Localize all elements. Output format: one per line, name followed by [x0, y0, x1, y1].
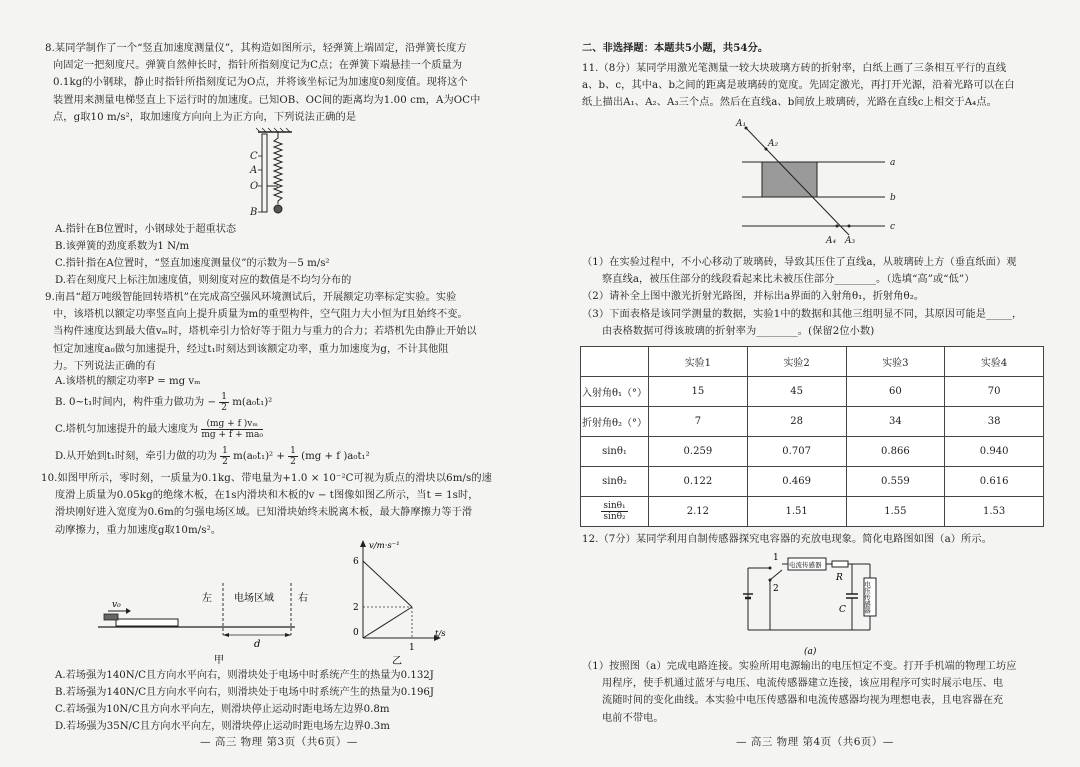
table-header: 实验2: [747, 347, 846, 377]
frac-num: 1: [221, 391, 227, 402]
question-10-stem: [41, 470, 521, 539]
axis-label-t: t/s: [435, 629, 446, 639]
label-a2: A₂: [768, 139, 779, 149]
label-c: C: [250, 151, 258, 162]
label-left: 左: [202, 593, 212, 604]
table-cell: 70: [945, 377, 1044, 407]
table-cell: 0.616: [945, 467, 1044, 497]
label-a1: A₁: [736, 119, 747, 129]
label-a4: A₄: [826, 236, 837, 246]
table-header: 实验3: [846, 347, 945, 377]
frac-den: 2: [222, 456, 228, 467]
caption-jia: 甲: [214, 655, 224, 666]
axis-label-v: v/m·s⁻¹: [369, 541, 400, 551]
q9-option-d-suffix: (mg + f )a₀t₁²: [301, 451, 370, 462]
q9-option-b: [55, 390, 272, 416]
table-cell: 15: [649, 377, 748, 407]
resistor-label: R: [836, 573, 843, 583]
q9-option-c-prefix: C.塔机匀加速提升的最大速度为: [55, 424, 199, 435]
label-a: A: [250, 165, 258, 176]
row-label: [581, 497, 649, 527]
table-row: [581, 407, 1044, 437]
table-row: [581, 467, 1044, 497]
table-cell: 7: [649, 407, 748, 437]
frac-num: (mg + f )vₘ: [201, 419, 263, 430]
q8-option-a: A.指针在B位置时，小钢球处于超重状态: [55, 224, 237, 235]
row-label: 入射角θ₁（°）: [581, 377, 649, 407]
q10-line: 滑块刚好进入宽度为0.6m的匀强电场区域。已知滑块始终未脱离木板，最大静摩擦力等于滑: [55, 507, 473, 519]
table-header: 实验1: [649, 347, 748, 377]
question-11-stem: [582, 60, 1072, 112]
right-page: [540, 0, 1080, 767]
row-label: sinθ₁: [581, 437, 649, 467]
q9-option-d-prefix: D.从开始到t₁时刻，牵引力做的功为: [55, 451, 217, 462]
table-cell: 38: [945, 407, 1044, 437]
q10-option-a: A.若场强为140N/C且方向水平向右，则滑块处于电场中时系统产生的热量为0.132J: [55, 670, 434, 681]
frac-den: mg + f + ma₀: [201, 429, 264, 440]
q11-sub1-line1: （1）在实验过程中，不小心移动了玻璃砖，导致其压住了直线a，从玻璃砖上方（垂直纸面）观: [582, 257, 1017, 268]
q9-line: 恒定加速度a₀做匀加速提升，经过t₁时刻达到该额定功率，重力加速度为g，不计其他阻: [53, 343, 449, 355]
q12-sub1-line: 用程序，使手机通过蓝牙与电压、电流传感器建立连接，该应用程序可实时展示电压、电: [602, 678, 1004, 690]
table-row: [581, 437, 1044, 467]
label-line-a: a: [890, 158, 896, 168]
figure-jia: [90, 575, 308, 666]
q11-line: 纸上描出A₁、A₂、A₃三个点。然后在直线a、b间放上玻璃砖，光路在直线c上相交于A₄点。: [582, 97, 997, 109]
q8-option-d: D.若在刻度尺上标注加速度值，则刻度对应的数值是不均匀分布的: [55, 275, 352, 286]
q12-sub1-line: （1）按照图（a）完成电路连接。实验所用电源输出的电压恒定不变。打开手机端的物理工坊应: [582, 661, 1017, 672]
q8-line: 8.某同学制作了一个“竖直加速度测量仪”，其构造如图所示，轻弹簧上端固定，沿弹簧长度方: [45, 43, 467, 54]
q8-option-c: C.指针指在A位置时，“竖直加速度测量仪”的示数为－5 m/s²: [55, 258, 330, 269]
glass-brick-figure: [730, 116, 905, 252]
q11-line: a、b、c，其中a、b之间的距离是玻璃砖的宽度。先固定激光，再打开光源，沿着光路可以在白: [582, 80, 1015, 92]
q11-sub1-line2: 察直线a，被压住部分的线段看起来比未被压住部分________。（选填“高”或“低”）: [602, 274, 975, 286]
table-cell: 1.51: [747, 497, 846, 527]
circuit-caption: (a): [804, 647, 817, 657]
switch-label-2: 2: [773, 584, 779, 594]
label-d: d: [254, 639, 261, 650]
q11-subquestions: [582, 254, 1077, 340]
table-cell: 0.707: [747, 437, 846, 467]
table-header-row: [581, 347, 1044, 377]
figure-yi-vt-graph: [335, 538, 455, 666]
label-o: O: [250, 181, 259, 192]
frac-num: sinθ₁: [603, 501, 626, 511]
tick-y2: 2: [353, 603, 359, 613]
q8-option-b: B.该弹簧的劲度系数为1 N/m: [55, 241, 190, 252]
q9-option-b-suffix: m(a₀t₁)²: [232, 397, 273, 408]
question-9-stem: [45, 289, 515, 375]
label-right: 右: [298, 593, 308, 604]
q10-line: 10.如图甲所示，零时刻，一质量为0.1kg、带电量为+1.0 × 10⁻²C可视为质点的滑块以6m/s的速: [41, 473, 492, 484]
fraction-vmax: [201, 419, 263, 440]
q10-options: [55, 667, 525, 735]
table-cell: 1.55: [846, 497, 945, 527]
tick-origin: 0: [353, 628, 359, 638]
q9-option-a: A.该塔机的额定功率P = mg vₘ: [55, 376, 201, 387]
frac-num: 1: [290, 445, 296, 456]
q9-line: 中，该塔机以额定功率竖直向上提升质量为m的重型构件，空气阻力大小恒为f且始终不变。: [53, 309, 468, 321]
capacitor-label: C: [839, 605, 846, 615]
row-label: sinθ₂: [581, 467, 649, 497]
table-header: 实验4: [945, 347, 1044, 377]
fraction-half: [288, 446, 298, 467]
q10-line: 动摩擦力，重力加速度g取10m/s²。: [55, 524, 222, 536]
frac-den: 2: [221, 402, 227, 413]
table-row: [581, 497, 1044, 527]
q11-sub2: （2）请补全上图中激光折射光路图，并标出a界面的入射角θ₁，折射角θ₂。: [582, 291, 925, 303]
tick-x1: 1: [409, 643, 415, 653]
q9-line: 当构件速度达到最大值vₘ时，塔机牵引力恰好等于阻力与重力的合力；若塔机先由静止开始以: [53, 326, 477, 338]
q9-option-c: [55, 416, 263, 444]
q11-sub3-line1: （3）下面表格是该同学测量的数据，实验1中的数据和其他三组明显不同，其原因可能是_____，: [582, 308, 1023, 320]
label-field: 电场区域: [234, 593, 274, 604]
section-title: 二、非选择题：本题共5小题，共54分。: [582, 42, 769, 54]
q9-option-d-mid: m(a₀t₁)² +: [233, 451, 285, 462]
table-cell: 2.12: [649, 497, 748, 527]
voltage-sensor-label: 电压传感器: [863, 581, 871, 614]
table-cell: 28: [747, 407, 846, 437]
caption-yi: 乙: [392, 656, 402, 667]
table-cell: 0.559: [846, 467, 945, 497]
circuit-diagram-a: [740, 550, 890, 660]
table-row: [581, 377, 1044, 407]
q9-option-b-prefix: B. 0~t₁时间内，构件重力做功为 −: [55, 397, 216, 408]
table-header: [581, 347, 649, 377]
q12-sub1-line: 电前不带电。: [602, 712, 664, 724]
q10-line: 度滑上质量为0.05kg的绝缘木板，在1s内滑块和木板的v − t图像如图乙所示，当t = 1s时，: [55, 490, 479, 502]
q9-line: 9.南昌“超万吨级智能回转塔机”在完成高空强风环境测试后，开展额定功率标定实验。实验: [45, 292, 457, 303]
q11-line: 11.（8分）某同学用激光笔测量一较大块玻璃方砖的折射率，白纸上画了三条相互平行的直线: [582, 63, 1007, 74]
table-cell: 0.866: [846, 437, 945, 467]
q8-line: 装置用来测量电梯竖直上下运行时的加速度。已知OB、OC间的距离均为1.00 cm，A为OC中: [53, 94, 481, 106]
q10-option-c: C.若场强为10N/C且方向水平向左，则滑块停止运动时距电场左边界0.8m: [55, 704, 390, 715]
table-cell: 1.53: [945, 497, 1044, 527]
spring-scale-figure: [240, 128, 310, 218]
q10-option-d: D.若场强为35N/C且方向水平向左，则滑块停止运动时距电场左边界0.3m: [55, 721, 390, 732]
q8-options: [55, 221, 515, 289]
table-cell: 0.122: [649, 467, 748, 497]
table-cell: 0.469: [747, 467, 846, 497]
label-b: B: [250, 207, 258, 218]
q12-sub1: [582, 658, 1077, 727]
q9-option-d: [55, 444, 370, 470]
frac-num: 1: [222, 445, 228, 456]
frac-den: 2: [290, 456, 296, 467]
q12-sub1-line: 流随时间的变化曲线。本实验中电压传感器和电流传感器均视为理想电表，且电容器在充: [602, 695, 1004, 707]
switch-label-1: 1: [773, 553, 779, 563]
q10-option-b: B.若场强为140N/C且方向水平向右，则滑块处于电场中时系统产生的热量为0.196J: [55, 687, 434, 698]
row-label: 折射角θ₂（°）: [581, 407, 649, 437]
refraction-data-table: [580, 346, 1044, 527]
table-cell: 0.259: [649, 437, 748, 467]
fraction-sin-ratio: [601, 501, 627, 522]
q8-line: 向固定一把刻度尺。弹簧自然伸长时，指针所指刻度记为C点；在弹簧下端悬挂一个质量为: [53, 60, 463, 72]
tick-y6: 6: [353, 557, 359, 567]
frac-den: sinθ₂: [603, 512, 626, 522]
label-line-b: b: [890, 193, 896, 203]
table-cell: 45: [747, 377, 846, 407]
fraction-half: [219, 392, 229, 413]
label-line-c: c: [890, 222, 896, 232]
table-cell: 60: [846, 377, 945, 407]
label-a3: A₃: [845, 236, 856, 246]
q9-line: 力。下列说法正确的有: [53, 360, 156, 372]
footer-page-4: — 高三 物理 第4页（共6页）—: [736, 736, 894, 748]
q8-line: 0.1kg的小钢球，静止时指针所指刻度记为O点，并将该坐标记为加速度0刻度值。现将这个: [53, 77, 468, 89]
question-12-title: 12.（7分）某同学利用自制传感器探究电容器的充放电现象。简化电路图如图（a）所示。: [582, 534, 992, 545]
label-v0: v₀: [112, 600, 121, 610]
table-cell: 0.940: [945, 437, 1044, 467]
current-sensor-label: 电流传感器: [789, 561, 822, 569]
q8-line: 点，g取10 m/s²，取加速度方向向上为正方向，下列说法正确的是: [53, 111, 357, 123]
question-8-stem: [45, 40, 515, 126]
table-cell: 34: [846, 407, 945, 437]
fraction-half: [220, 446, 230, 467]
q11-sub3-line2: 由表格数据可得该玻璃的折射率为________。(保留2位小数): [602, 325, 875, 337]
footer-page-3: — 高三 物理 第3页（共6页）—: [200, 736, 358, 748]
